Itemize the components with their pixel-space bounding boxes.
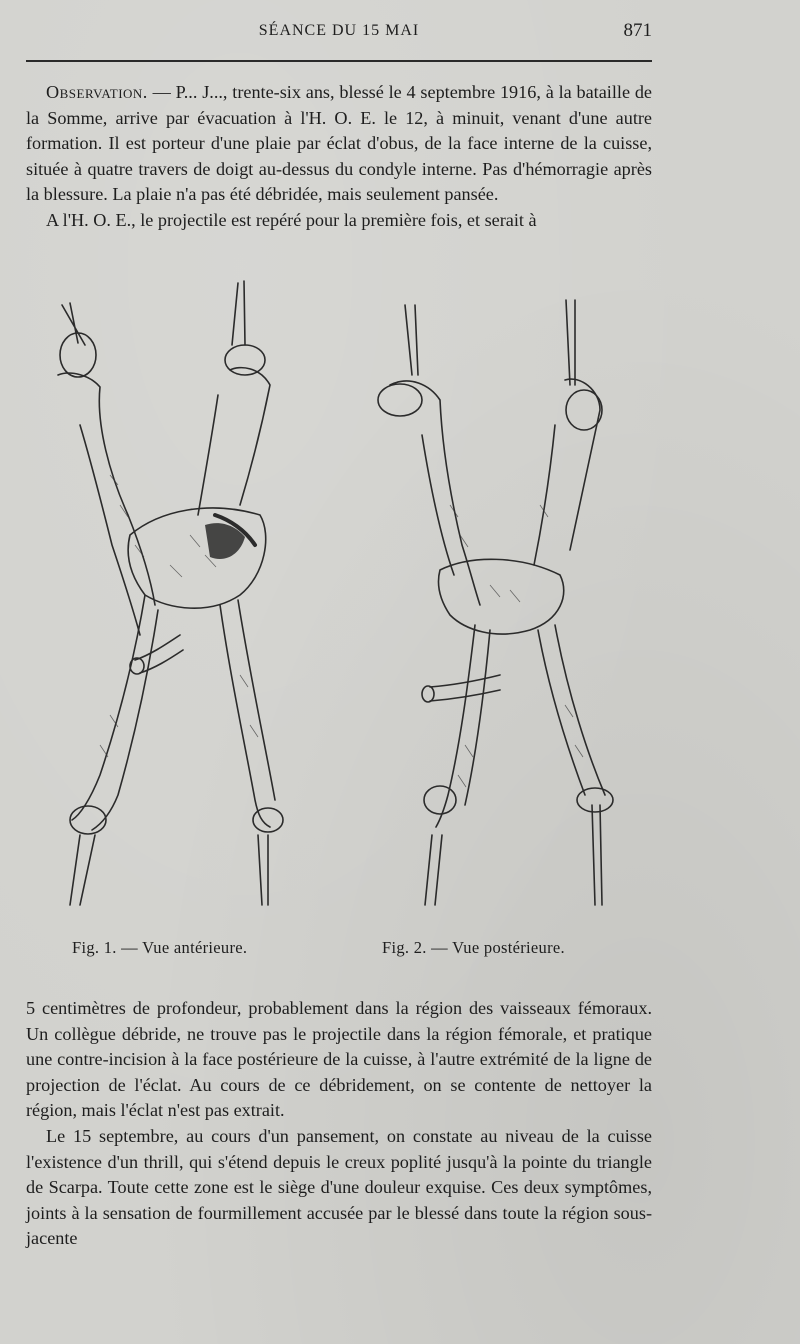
paragraph-text: — P... J..., trente-six ans, blessé le 4 septembre 1916, à la bataille de la Somme, arrive par évacuation à l'H. O. E. le 12, à minuit, venant d'une autre formation. Il est porteur d'une plaie par éclat d'obus, de la face interne de la cuisse, située à quatre travers de doigt au-dessus du condyle interne. Pas d'hémorragie après la blessure. La plaie n'a pas été débridée, mais seulement pansée. xyxy=(26,82,652,205)
text-block-top xyxy=(26,80,652,234)
figure-2-caption: Fig. 2. — Vue postérieure. xyxy=(382,938,565,957)
page-number: 871 xyxy=(623,20,652,41)
running-head xyxy=(26,18,652,46)
running-title: SÉANCE DU 15 MAI xyxy=(258,22,420,39)
observation-label: Observation. xyxy=(46,82,148,102)
figure-1-caption: Fig. 1. — Vue antérieure. xyxy=(72,938,248,957)
paragraph-observation xyxy=(26,80,652,208)
paragraph-text: A l'H. O. E., le projectile est repéré pour la première fois, et serait à xyxy=(46,209,537,230)
figures xyxy=(40,275,660,935)
figure-2-illustration xyxy=(370,275,630,925)
paragraph-text: 5 centimètres de profondeur, probablement dans la région des vaisseaux fémoraux. Un collègue débride, ne trouve pas le projectile dans la région fémorale, et pratique une contre-incision à la face postérieure de la cuisse, à l'autre extrémité de la ligne de projection de l'éclat. Au cours de ce débridement, on se contente de nettoyer la région, mais l'éclat n'est pas extrait. xyxy=(26,998,652,1121)
paragraph-text: Le 15 septembre, au cours d'un pansement, on constate au niveau de la cuisse l'existence d'un thrill, qui s'étend depuis le creux poplité jusqu'à la pointe du triangle de Scarpa. Toute cette zone est le siège d'une douleur exquise. Ces deux symptômes, joints à la sensation de fourmillement accusée par le blessé dans toute la région sous-jacente xyxy=(26,1125,652,1249)
figure-1-illustration xyxy=(40,275,310,925)
header-rule xyxy=(26,60,652,62)
anatomical-specimen-drawing xyxy=(40,275,310,925)
anatomical-specimen-drawing xyxy=(370,275,630,925)
text-block-bottom xyxy=(26,996,652,1252)
